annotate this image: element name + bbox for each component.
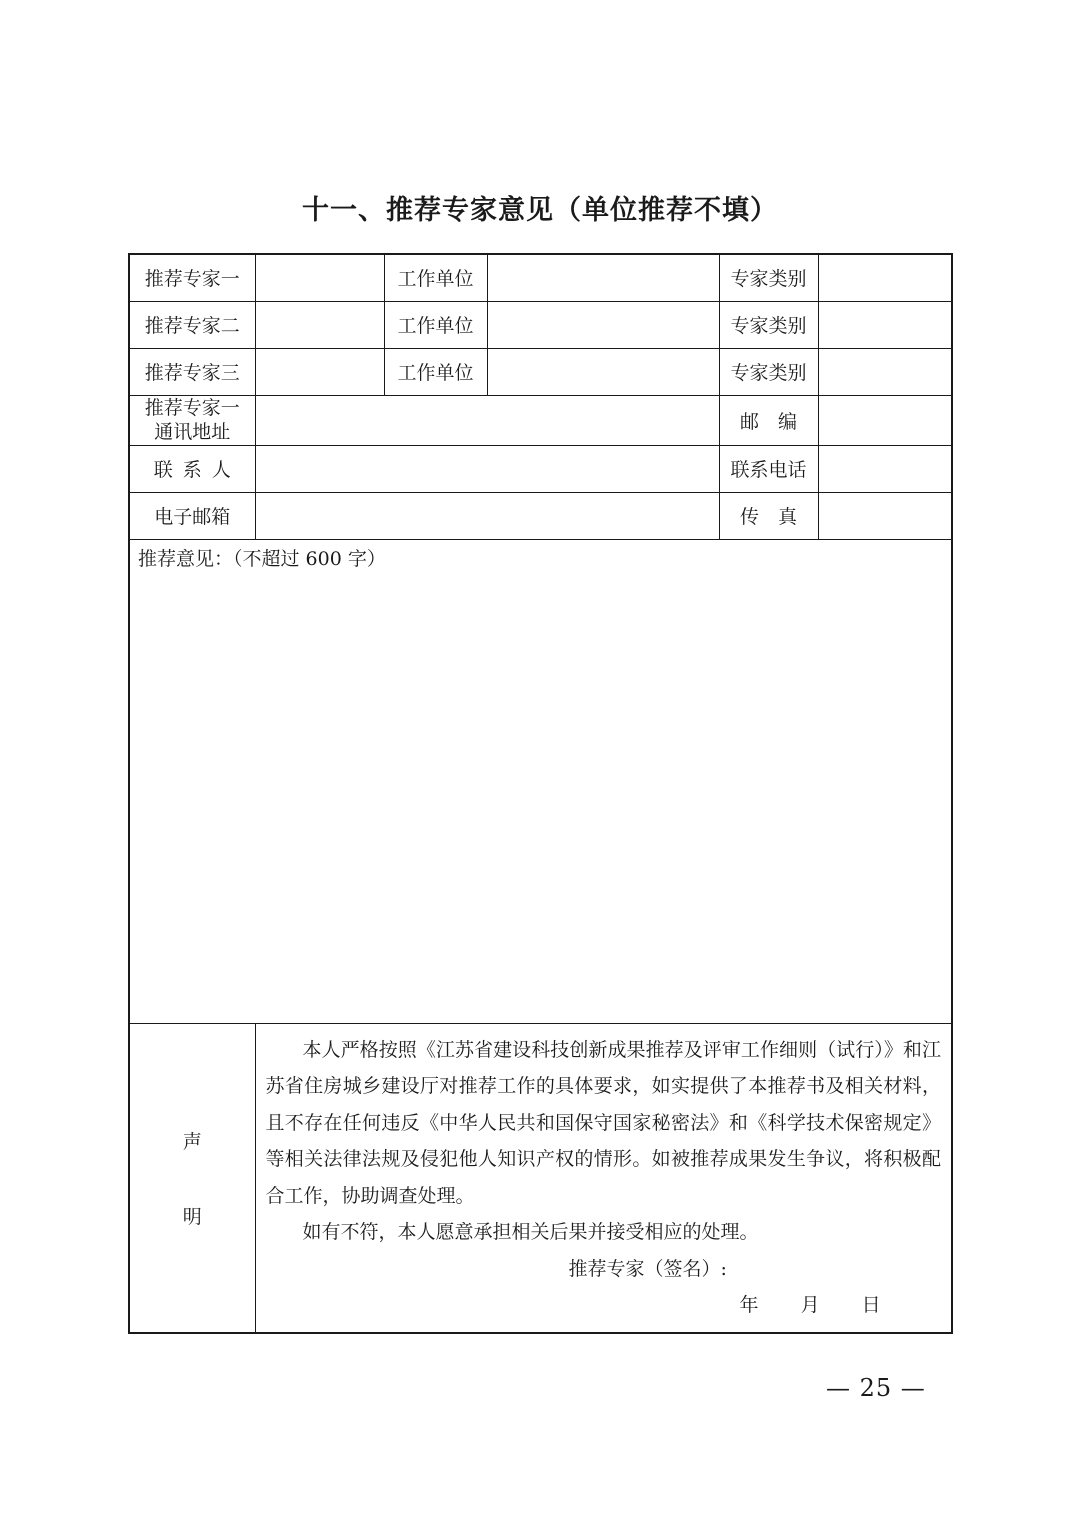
contact-row <box>129 445 952 492</box>
expert-3-label: 推荐专家三 <box>129 348 255 395</box>
email-label: 电子邮箱 <box>129 492 255 539</box>
date-day: 日 <box>861 1294 881 1316</box>
expert-3-unit-field[interactable] <box>487 348 719 395</box>
expert-3-name-field[interactable] <box>255 348 384 395</box>
fax-field[interactable] <box>818 492 952 539</box>
expert-2-category-label: 专家类别 <box>719 301 818 348</box>
page-number: — 25 — <box>826 1374 926 1402</box>
expert-3-category-label: 专家类别 <box>719 348 818 395</box>
declaration-label-bottom: 明 <box>182 1205 202 1228</box>
declaration-label-top: 声 <box>182 1130 202 1153</box>
opinion-row <box>129 539 952 1023</box>
declaration-body <box>255 1023 952 1333</box>
postcode-field[interactable] <box>818 395 952 445</box>
address-label-line2: 通讯地址 <box>154 421 231 443</box>
expert-1-unit-field[interactable] <box>487 254 719 301</box>
expert-2-unit-field[interactable] <box>487 301 719 348</box>
declaration-paragraph-1: 本人严格按照《江苏省建设科技创新成果推荐及评审工作细则（试行）》和江苏省住房城乡建设厅对推荐工作的具体要求，如实提供了本推荐书及相关材料，且不存在任何违反《中华人民共和国保守国家秘密法》和《科学技术保密规定》等相关法律法规及侵犯他人知识产权的情形。如被推荐成果发生争议，将积极配合工作，协助调查处理。 <box>265 1038 941 1207</box>
contact-person-label: 联系人 <box>129 445 255 492</box>
expert-2-unit-label: 工作单位 <box>384 301 487 348</box>
address-label-line1: 推荐专家一 <box>144 397 240 419</box>
expert-1-label: 推荐专家一 <box>129 254 255 301</box>
expert-2-label: 推荐专家二 <box>129 301 255 348</box>
expert-row-2 <box>129 301 952 348</box>
declaration-row <box>129 1023 952 1333</box>
expert-1-category-label: 专家类别 <box>719 254 818 301</box>
page-title: 十一、推荐专家意见（单位推荐不填） <box>302 195 778 226</box>
phone-field[interactable] <box>818 445 952 492</box>
expert-row-1 <box>129 254 952 301</box>
opinion-field[interactable] <box>129 539 952 1023</box>
expert-2-name-field[interactable] <box>255 301 384 348</box>
expert-2-category-field[interactable] <box>818 301 952 348</box>
expert-1-category-field[interactable] <box>818 254 952 301</box>
fax-label: 传 真 <box>719 492 818 539</box>
recommendation-form-table <box>128 253 953 1334</box>
expert-3-unit-label: 工作单位 <box>384 348 487 395</box>
contact-person-field[interactable] <box>255 445 719 492</box>
date-year: 年 <box>739 1294 759 1316</box>
opinion-label: 推荐意见：（不超过 600 字） <box>138 547 386 570</box>
date-line <box>266 1287 942 1324</box>
expert-1-name-field[interactable] <box>255 254 384 301</box>
address-label <box>129 395 255 445</box>
address-row <box>129 395 952 445</box>
address-field[interactable] <box>255 395 719 445</box>
date-month: 月 <box>800 1294 820 1316</box>
signature-label: 推荐专家（签名）: <box>568 1257 727 1280</box>
expert-3-category-field[interactable] <box>818 348 952 395</box>
declaration-paragraph-2: 如有不符，本人愿意承担相关后果并接受相应的处理。 <box>302 1221 759 1243</box>
expert-row-3 <box>129 348 952 395</box>
declaration-label <box>129 1023 255 1333</box>
expert-1-unit-label: 工作单位 <box>384 254 487 301</box>
email-row <box>129 492 952 539</box>
phone-label: 联系电话 <box>719 445 818 492</box>
postcode-label: 邮 编 <box>719 395 818 445</box>
email-field[interactable] <box>255 492 719 539</box>
